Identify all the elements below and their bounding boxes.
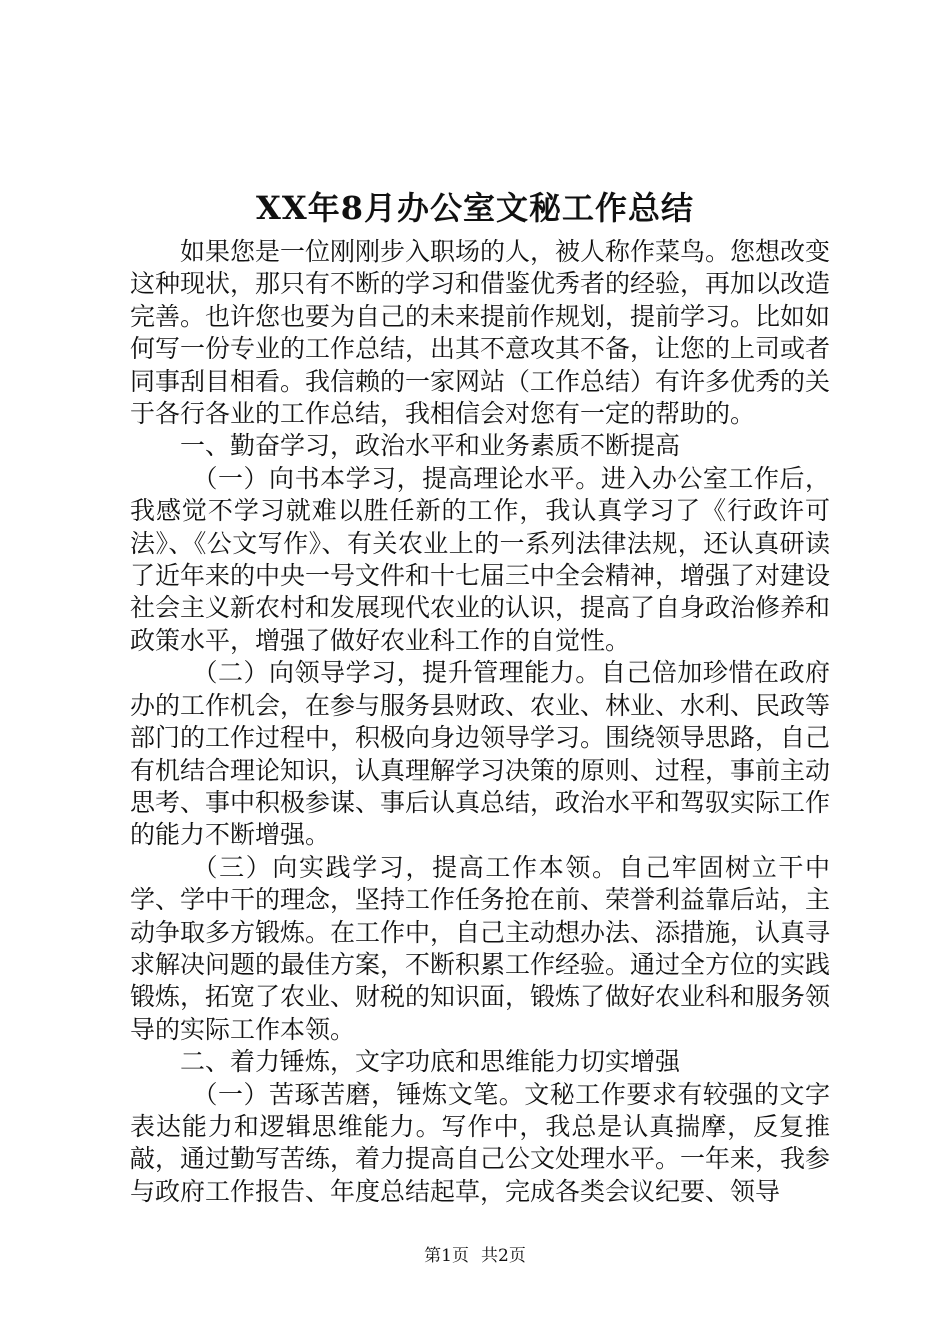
page-footer xyxy=(0,1244,950,1268)
document-title: XX年8月办公室文秘工作总结 xyxy=(256,189,694,227)
subsection-paragraph-2-1: （一）苦琢苦磨，锤炼文笔。文秘工作要求有较强的文字表达能力和逻辑思维能力。写作中，我总是认真揣摩，反复推敲，通过勤写苦练，着力提高自己公文处理水平。一年来，我参与政府工作报告、年度总结起草，完成各类会议纪要、领导 xyxy=(130,1079,831,1206)
page-total: 共2页 xyxy=(481,1246,526,1266)
subsection-paragraph-1-3: （三）向实践学习，提高工作本领。自己牢固树立干中学、学中干的理念，坚持工作任务抢在前、荣誉利益靠后站，主动争取多方锻炼。在工作中，自己主动想办法、添措施，认真寻求解决问题的最佳方案，不断积累工作经验。通过全方位的实践锻炼，拓宽了农业、财税的知识面，锻炼了做好农业科和服务领导的实际工作本领。 xyxy=(130,852,831,1044)
section-heading-2: 二、着力锤炼，文字功底和思维能力切实增强 xyxy=(180,1047,681,1077)
intro-paragraph: 如果您是一位刚刚步入职场的人，被人称作菜鸟。您想改变这种现状，那只有不断的学习和借鉴优秀者的经验，再加以改造完善。也许您也要为自己的未来提前作规划，提前学习。比如如何写一份专业的工作总结，出其不意攻其不备，让您的上司或者同事刮目相看。我信赖的一家网站（工作总结）有许多优秀的关于各行各业的工作总结，我相信会对您有一定的帮助的。 xyxy=(130,237,831,429)
subsection-paragraph-1-2: （二）向领导学习，提升管理能力。自己倍加珍惜在政府办的工作机会，在参与服务县财政、农业、林业、水利、民政等部门的工作过程中，积极向身边领导学习。围绕领导思路，自己有机结合理论知识，认真理解学习决策的原则、过程，事前主动思考、事中积极参谋、事后认真总结，政治水平和驾驭实际工作的能力不断增强。 xyxy=(130,658,831,850)
section-heading-1: 一、勤奋学习，政治水平和业务素质不断提高 xyxy=(180,431,681,461)
subsection-paragraph-1-1: （一）向书本学习，提高理论水平。进入办公室工作后，我感觉不学习就难以胜任新的工作，我认真学习了《行政许可法》、《公文写作》、有关农业上的一系列法律法规，还认真研读了近年来的中央一号文件和十七届三中全会精神，增强了对建设社会主义新农村和发展现代农业的认识，提高了自身政治修养和政策水平，增强了做好农业科工作的自觉性。 xyxy=(130,463,831,655)
page-number: 第1页 xyxy=(424,1246,469,1266)
document-body xyxy=(130,236,830,1208)
